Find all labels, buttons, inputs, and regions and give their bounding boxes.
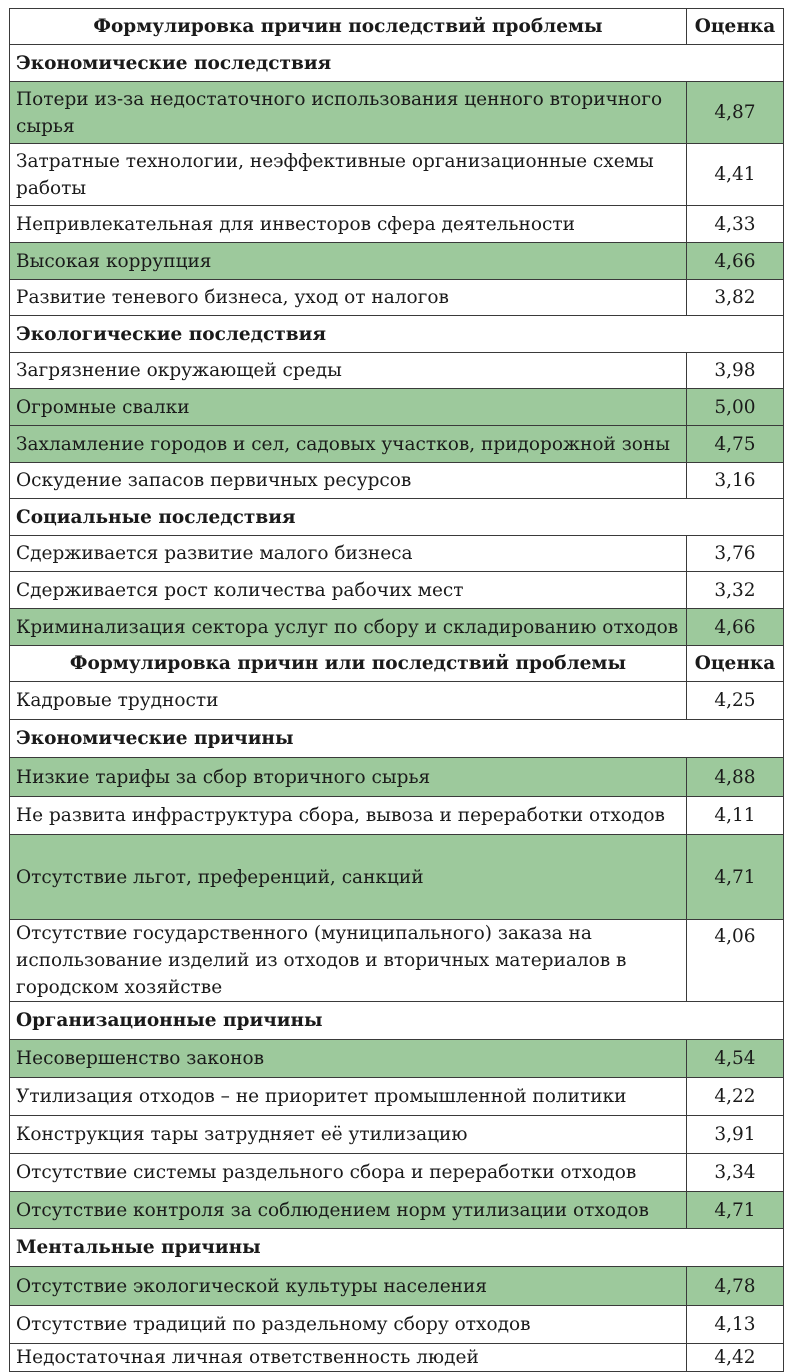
item-text: Высокая коррупция (10, 243, 687, 280)
item-text: Криминализация сектора услуг по сбору и складированию отходов (10, 609, 687, 646)
section-row (10, 720, 784, 758)
table-row (10, 609, 784, 646)
table-row (10, 1267, 784, 1306)
section-title: Организационные причины (10, 1002, 784, 1040)
item-score: 4,88 (687, 758, 784, 797)
header-score: Оценка (687, 9, 784, 45)
section-row (10, 1229, 784, 1267)
item-score: 3,32 (687, 572, 784, 609)
item-text: Конструкция тары затрудняет её утилизацию (10, 1116, 687, 1154)
item-score: 4,13 (687, 1306, 784, 1344)
table-body (10, 45, 784, 1372)
table-row (10, 1306, 784, 1344)
item-score: 4,33 (687, 206, 784, 243)
item-text: Затратные технологии, неэффективные организационные схемы работы (10, 144, 687, 206)
table-row (10, 144, 784, 206)
item-score: 4,87 (687, 82, 784, 144)
header-cause: Формулировка причин последствий проблемы (10, 9, 687, 45)
table-row (10, 1344, 784, 1372)
table-row (10, 206, 784, 243)
section-row (10, 45, 784, 82)
item-text: Не развита инфраструктура сбора, вывоза и переработки отходов (10, 797, 687, 835)
item-score: 3,98 (687, 353, 784, 389)
item-score: 4,11 (687, 797, 784, 835)
item-text: Огромные свалки (10, 389, 687, 426)
section-title: Экономические причины (10, 720, 784, 758)
table-row (10, 280, 784, 316)
item-text: Низкие тарифы за сбор вторичного сырья (10, 758, 687, 797)
item-text: Развитие теневого бизнеса, уход от налогов (10, 280, 687, 316)
item-score: 4,22 (687, 1078, 784, 1116)
table-header-row (10, 646, 784, 682)
item-score: 4,78 (687, 1267, 784, 1306)
section-title: Экономические последствия (10, 45, 784, 82)
table-row (10, 1154, 784, 1192)
table-row (10, 572, 784, 609)
item-score: 4,66 (687, 609, 784, 646)
section-title: Ментальные причины (10, 1229, 784, 1267)
section-title: Экологические последствия (10, 316, 784, 353)
item-text: Отсутствие контроля за соблюдением норм утилизации отходов (10, 1192, 687, 1229)
section-row (10, 316, 784, 353)
section-row (10, 1002, 784, 1040)
item-text: Отсутствие льгот, преференций, санкций (10, 835, 687, 920)
causes-consequences-table (9, 8, 784, 1372)
item-score: 4,71 (687, 835, 784, 920)
item-text: Непривлекательная для инвесторов сфера деятельности (10, 206, 687, 243)
item-text: Отсутствие традиций по раздельному сбору отходов (10, 1306, 687, 1344)
table-row (10, 920, 784, 1002)
item-score: 5,00 (687, 389, 784, 426)
item-score: 3,82 (687, 280, 784, 316)
table-row (10, 389, 784, 426)
item-text: Оскудение запасов первичных ресурсов (10, 463, 687, 499)
item-text: Сдерживается развитие малого бизнеса (10, 536, 687, 572)
table-row (10, 1040, 784, 1078)
item-text: Отсутствие экологической культуры населения (10, 1267, 687, 1306)
table-row (10, 758, 784, 797)
item-score: 4,75 (687, 426, 784, 463)
item-score: 4,71 (687, 1192, 784, 1229)
item-text: Сдерживается рост количества рабочих мест (10, 572, 687, 609)
item-score: 3,76 (687, 536, 784, 572)
header-score: Оценка (687, 646, 784, 682)
table-row (10, 835, 784, 920)
item-score: 3,91 (687, 1116, 784, 1154)
item-text: Недостаточная личная ответственность людей (10, 1344, 687, 1372)
item-score: 4,06 (687, 920, 784, 1002)
table-row (10, 82, 784, 144)
item-text: Утилизация отходов – не приоритет промышленной политики (10, 1078, 687, 1116)
item-text: Отсутствие государственного (муниципального) заказа на использование изделий из отходов и вторичных материалов в городском хозяйстве (10, 920, 687, 1002)
item-text: Захламление городов и сел, садовых участков, придорожной зоны (10, 426, 687, 463)
item-text: Несовершенство законов (10, 1040, 687, 1078)
table-row (10, 463, 784, 499)
item-text: Отсутствие системы раздельного сбора и переработки отходов (10, 1154, 687, 1192)
item-text: Загрязнение окружающей среды (10, 353, 687, 389)
item-text: Кадровые трудности (10, 682, 687, 720)
section-title: Социальные последствия (10, 499, 784, 536)
item-score: 4,41 (687, 144, 784, 206)
table-row (10, 1078, 784, 1116)
table-row (10, 536, 784, 572)
table-row (10, 243, 784, 280)
item-score: 4,25 (687, 682, 784, 720)
table-row (10, 797, 784, 835)
table-header-row (10, 9, 784, 45)
header-cause: Формулировка причин или последствий проблемы (10, 646, 687, 682)
section-row (10, 499, 784, 536)
table-row (10, 353, 784, 389)
table-row (10, 1116, 784, 1154)
item-text: Потери из-за недостаточного использования ценного вторичного сырья (10, 82, 687, 144)
item-score: 3,34 (687, 1154, 784, 1192)
table-row (10, 426, 784, 463)
item-score: 4,42 (687, 1344, 784, 1372)
item-score: 4,54 (687, 1040, 784, 1078)
item-score: 3,16 (687, 463, 784, 499)
item-score: 4,66 (687, 243, 784, 280)
table-row (10, 682, 784, 720)
table-row (10, 1192, 784, 1229)
